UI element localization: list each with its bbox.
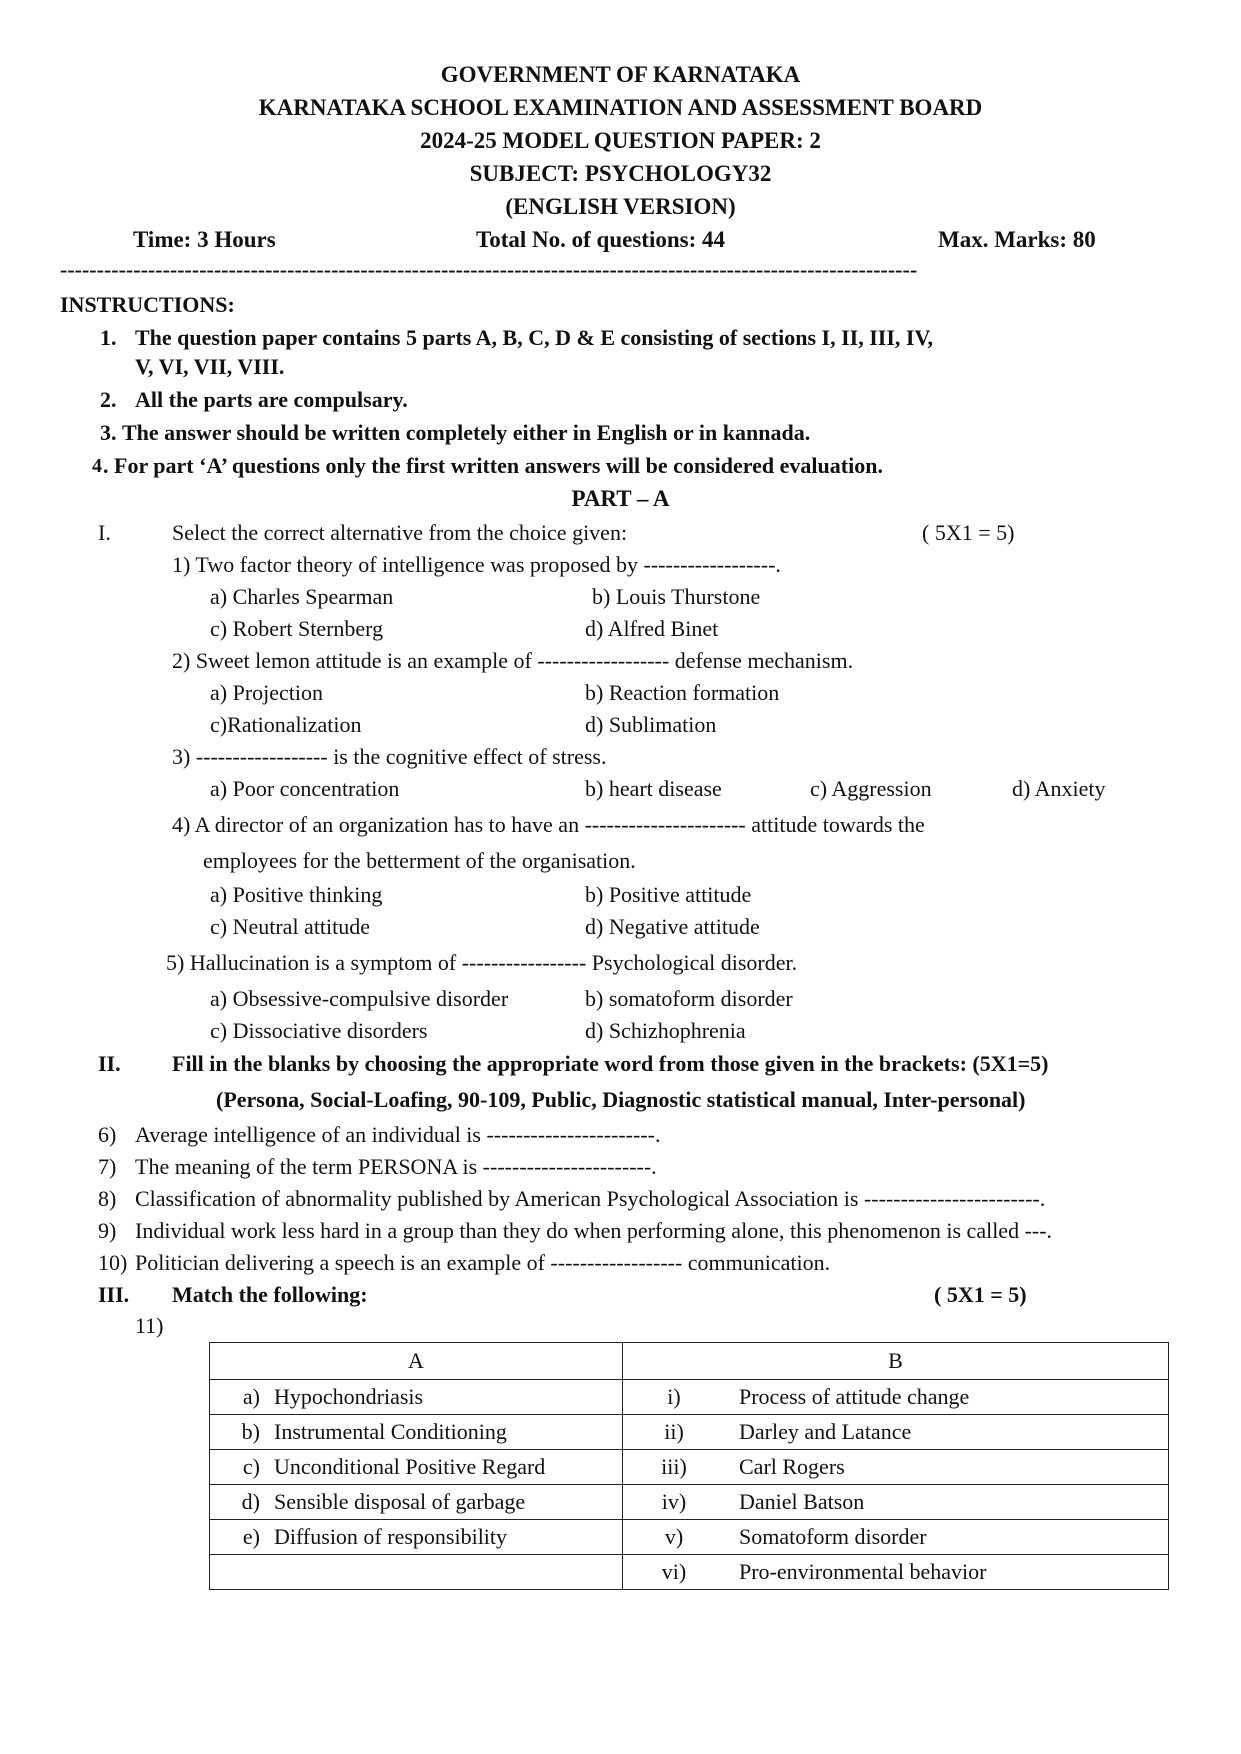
q5-option-c: c) Dissociative disorders [210,1018,428,1043]
time-label: Time: 3 Hours [133,227,276,252]
column-b-header: B [623,1343,1169,1380]
row-numeral: vi) [661,1559,687,1584]
instruction-2-text: All the parts are compulsary. [135,387,408,412]
row-numeral: ii) [664,1419,684,1444]
q4-option-b: b) Positive attitude [585,882,752,907]
cell-a [210,1555,623,1590]
instruction-3-text: The answer should be written completely either in English or in kannada. [122,420,811,445]
header-version: (ENGLISH VERSION) [505,194,736,219]
q11-num: 11) [135,1313,164,1338]
table-row [210,1555,1169,1590]
cell-a [210,1520,623,1555]
cell-a [210,1450,623,1485]
row-letter: c) [242,1454,260,1479]
column-a-header: A [210,1343,623,1380]
cell-b [623,1450,1169,1485]
cell-b [623,1555,1169,1590]
q2-option-c: c)Rationalization [210,712,362,737]
q7-text: The meaning of the term PERSONA is -----------------------. [135,1154,657,1179]
header-subject: SUBJECT: PSYCHOLOGY32 [469,161,772,186]
max-marks-label: Max. Marks: 80 [938,227,1096,252]
cell-b [623,1415,1169,1450]
q3-option-c: c) Aggression [810,776,932,801]
section-2-roman: II. [98,1051,121,1076]
instruction-1-text: The question paper contains 5 parts A, B, C, D & E consisting of sections I, II, III, IV, [135,325,934,350]
row-numeral: i) [667,1384,681,1409]
section-2-word-bank: (Persona, Social-Loafing, 90-109, Public, Diagnostic statistical manual, Inter-personal) [216,1087,1026,1112]
part-a-title: PART – A [571,486,670,511]
section-1-heading: Select the correct alternative from the choice given: [172,520,628,545]
q3-option-a: a) Poor concentration [210,776,400,801]
table-row [210,1520,1169,1555]
q8-num: 8) [98,1186,117,1211]
table-row [210,1485,1169,1520]
cell-b [623,1520,1169,1555]
q10-text: Politician delivering a speech is an example of ------------------ communication. [135,1250,831,1275]
q7-num: 7) [98,1154,117,1179]
section-3-marks: ( 5X1 = 5) [934,1282,1027,1307]
q5-option-a: a) Obsessive-compulsive disorder [210,986,509,1011]
table-row [210,1450,1169,1485]
table-row [210,1380,1169,1415]
row-match: Pro-environmental behavior [739,1559,987,1584]
q3-option-d: d) Anxiety [1012,776,1106,801]
question-2: 2) Sweet lemon attitude is an example of ------------------ defense mechanism. [172,648,854,673]
question-3: 3) ------------------ is the cognitive effect of stress. [172,744,607,769]
q4-option-a: a) Positive thinking [210,882,383,907]
q4-option-c: c) Neutral attitude [210,914,371,939]
row-letter: e) [242,1524,260,1549]
instruction-4-text: . For part ‘A’ questions only the first written answers will be considered evaluation. [103,453,883,478]
instruction-4-num: 4 [92,455,102,477]
row-match: Process of attitude change [739,1384,970,1409]
cell-b [623,1485,1169,1520]
section-1-marks: ( 5X1 = 5) [922,520,1015,545]
row-term: Hypochondriasis [274,1384,424,1409]
q2-option-d: d) Sublimation [585,712,717,737]
row-match: Carl Rogers [739,1454,845,1479]
q1-option-c: c) Robert Sternberg [210,616,384,641]
match-table-header [210,1343,1169,1380]
q1-option-a: a) Charles Spearman [210,584,394,609]
section-3-heading: Match the following: [172,1282,368,1307]
q8-text: Classification of abnormality published by American Psychological Association is ------------------------. [135,1186,1046,1211]
q6-text: Average intelligence of an individual is -----------------------. [135,1122,661,1147]
row-numeral: iii) [661,1454,687,1479]
cell-b [623,1380,1169,1415]
header-board: KARNATAKA SCHOOL EXAMINATION AND ASSESSMENT BOARD [258,95,983,120]
q9-num: 9) [98,1218,117,1243]
instruction-1-num: 1. [100,325,117,350]
section-3-roman: III. [98,1282,130,1307]
section-2-heading: Fill in the blanks by choosing the appropriate word from those given in the brackets: (5X1=5) [172,1051,1049,1076]
header-government: GOVERNMENT OF KARNATAKA [440,62,801,87]
cell-a [210,1415,623,1450]
instruction-3-num: 3. [100,420,117,445]
row-numeral: iv) [661,1489,687,1514]
q10-num: 10) [98,1250,128,1275]
q3-option-b: b) heart disease [585,776,722,801]
row-letter: d) [241,1489,260,1514]
cell-a [210,1485,623,1520]
separator-line: --------------------------------------------------------------------------------------------------------------------- [60,257,918,282]
total-questions-label: Total No. of questions: 44 [476,227,725,252]
row-term: Unconditional Positive Regard [274,1454,546,1479]
row-term: Diffusion of responsibility [274,1524,508,1549]
q1-option-b: b) Louis Thurstone [592,584,761,609]
row-term: Sensible disposal of garbage [274,1489,526,1514]
q5-option-d: d) Schizhophrenia [585,1018,746,1043]
row-match: Daniel Batson [739,1489,865,1514]
question-4: 4) A director of an organization has to have an ---------------------- attitude towards the [172,812,925,837]
question-1: 1) Two factor theory of intelligence was proposed by ------------------. [172,552,781,577]
row-letter: b) [241,1419,260,1444]
row-match: Somatoform disorder [739,1524,927,1549]
q2-option-a: a) Projection [210,680,324,705]
q1-option-d: d) Alfred Binet [585,616,719,641]
row-match: Darley and Latance [739,1419,912,1444]
instruction-1-cont: V, VI, VII, VIII. [135,354,285,379]
match-table [209,1342,1169,1590]
q4-option-d: d) Negative attitude [585,914,760,939]
question-4-cont: employees for the betterment of the organisation. [203,848,636,873]
instructions-title: INSTRUCTIONS: [60,292,235,317]
q9-text: Individual work less hard in a group than they do when performing alone, this phenomenon is called ---. [135,1218,1053,1243]
question-5: 5) Hallucination is a symptom of ----------------- Psychological disorder. [166,950,798,975]
row-numeral: v) [664,1524,684,1549]
q6-num: 6) [98,1122,117,1147]
section-1-roman: I. [98,520,111,545]
instruction-2-num: 2. [100,387,117,412]
q2-option-b: b) Reaction formation [585,680,780,705]
cell-a [210,1380,623,1415]
row-letter: a) [242,1384,260,1409]
table-row [210,1415,1169,1450]
header-paper: 2024-25 MODEL QUESTION PAPER: 2 [420,128,821,153]
q5-option-b: b) somatoform disorder [585,986,793,1011]
row-term: Instrumental Conditioning [274,1419,507,1444]
